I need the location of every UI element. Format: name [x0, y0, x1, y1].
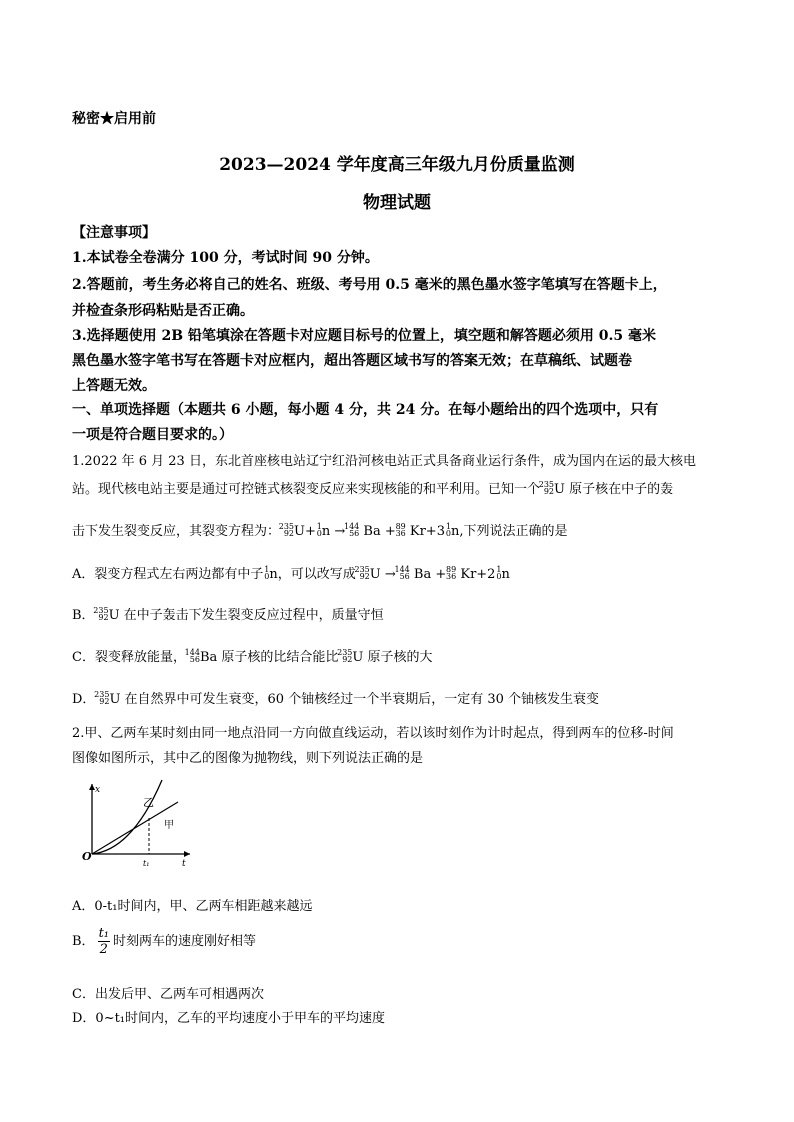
q2-option-c: C．出发后甲、乙两车可相遇两次 — [72, 987, 264, 1002]
q2-option-b-text: 时刻两车的速度刚好相等 — [113, 934, 257, 949]
q1-line3-tail: ,下列说法正确的是 — [459, 524, 568, 539]
q2-option-b — [72, 926, 256, 957]
q1-line3-text: 击下发生裂变反应，其裂变方程为： — [72, 524, 281, 539]
subject-title: 物理试题 — [363, 193, 431, 213]
q1-option-c-text: C．裂变释放能量， — [72, 650, 186, 665]
q1-line2 — [72, 478, 673, 497]
q1-option-a-mid: ，可以改写成 — [277, 567, 356, 582]
fraction-denominator: 2 — [99, 942, 108, 957]
t-axis-arrow — [184, 851, 190, 857]
q1-option-c-mid: Ba 原子核的比结合能比 — [199, 650, 339, 665]
q1-line2-text: 站。现代核电站主要是通过可控链式核裂变反应来实现核能的和平利用。已知一个 — [72, 482, 541, 497]
rewritten-equation: 235 92 U → 144 56 Ba + 89 36 Kr+2 1 0 n — [354, 565, 510, 582]
secret-label: 秘密★启用前 — [72, 111, 156, 127]
yi-label: 乙 — [143, 796, 154, 809]
q2-line1: 2.甲、乙两车某时刻由同一地点沿同一方向做直线运动，若以该时刻作为计时起点，得到两车的位移-时间 — [72, 726, 674, 741]
fission-equation: 235 92 U+ 1 0 n → 144 56 Ba + 89 36 Kr+3 1 0 n — [278, 522, 460, 539]
q1-option-a-text: A．裂变方程式左右两边都有中子 — [72, 567, 264, 582]
q1-option-b: B． 235 92 U 在中子轰击下发生裂变反应过程中，质量守恒 — [72, 606, 384, 623]
q2-option-d: D．0~t₁时间内，乙车的平均速度小于甲车的平均速度 — [72, 1011, 386, 1026]
q1-option-b-label: B． — [72, 608, 95, 623]
q1-option-b-text: U 在中子轰击下发生裂变反应过程中，质量守恒 — [108, 608, 384, 623]
q1-line1: 1.2022 年 6 月 23 日，东北首座核电站辽宁红沿河核电站正式具备商业运行条件，成为国内在运的最大核电 — [72, 454, 696, 469]
notes-heading: 【注意事项】 — [72, 225, 156, 241]
notes-item-1: 1.本试卷全卷满分 100 分，考试时间 90 分钟。 — [72, 250, 379, 266]
section1-line2: 一项是符合题目要求的。） — [72, 427, 233, 443]
q1-option-c: C．裂变释放能量， 144 56 Ba 原子核的比结合能比 235 92 U 原子核的大 — [72, 648, 433, 665]
q1-option-d-label: D． — [72, 692, 96, 707]
t1-label: t₁ — [143, 859, 150, 868]
notes-item-3-line1: 3.选择题使用 2B 铅笔填涂在答题卡对应题目标号的位置上，填空题和解答题必须用 0.5 毫米 — [72, 328, 657, 344]
q1-option-c-tail: U 原子核的大 — [352, 650, 433, 665]
q2-line2: 图像如图所示，其中乙的图像为抛物线，则下列说法正确的是 — [72, 751, 424, 766]
yi-parabola — [92, 780, 162, 854]
q2-option-b-label: B． — [72, 934, 95, 949]
jia-label: 甲 — [164, 820, 174, 831]
position-time-graph — [70, 770, 195, 870]
origin-label: O — [82, 850, 92, 863]
t1-half-fraction — [98, 926, 110, 957]
q1-line2-tail: U 原子核在中子的轰 — [554, 482, 674, 497]
q1-line3 — [72, 520, 568, 539]
exam-title: 2023—2024 学年度高三年级九月份质量监测 — [219, 155, 575, 175]
q2-option-a: A．0-t₁时间内，甲、乙两车相距越来越远 — [72, 899, 313, 914]
notes-item-2-line2: 并检查条形码粘贴是否正确。 — [72, 303, 254, 319]
q1-option-a: A．裂变方程式左右两边都有中子 1 0 n，可以改写成 235 92 U → 144 56 Ba + 89 36 Kr+2 1 0 n — [72, 565, 510, 582]
fraction-numerator: t₁ — [98, 926, 109, 941]
section1-line1: 一、单项选择题（本题共 6 小题，每小题 4 分，共 24 分。在每小题给出的四个选项中，只有 — [72, 402, 659, 418]
q1-option-d: D． 235 92 U 在自然界中可发生衰变，60 个铀核经过一个半衰期后，一定有 30 个铀核发生衰变 — [72, 690, 600, 707]
u235-nuclide: 235 92 — [538, 480, 555, 497]
notes-item-3-line3: 上答题无效。 — [72, 378, 156, 394]
notes-item-3-line2: 黑色墨水签字笔书写在答题卡对应框内，超出答题区域书写的答案无效；在草稿纸、试题卷 — [72, 353, 632, 369]
q1-option-d-text: U 在自然界中可发生衰变，60 个铀核经过一个半衰期后，一定有 30 个铀核发生衰变 — [109, 692, 600, 707]
notes-item-2-line1: 2.答题前，考生务必将自己的姓名、班级、考号用 0.5 毫米的黑色墨水签字笔填写在答题卡上， — [72, 277, 667, 293]
t-axis-label: t — [182, 859, 186, 869]
x-axis-label: x — [95, 785, 101, 795]
